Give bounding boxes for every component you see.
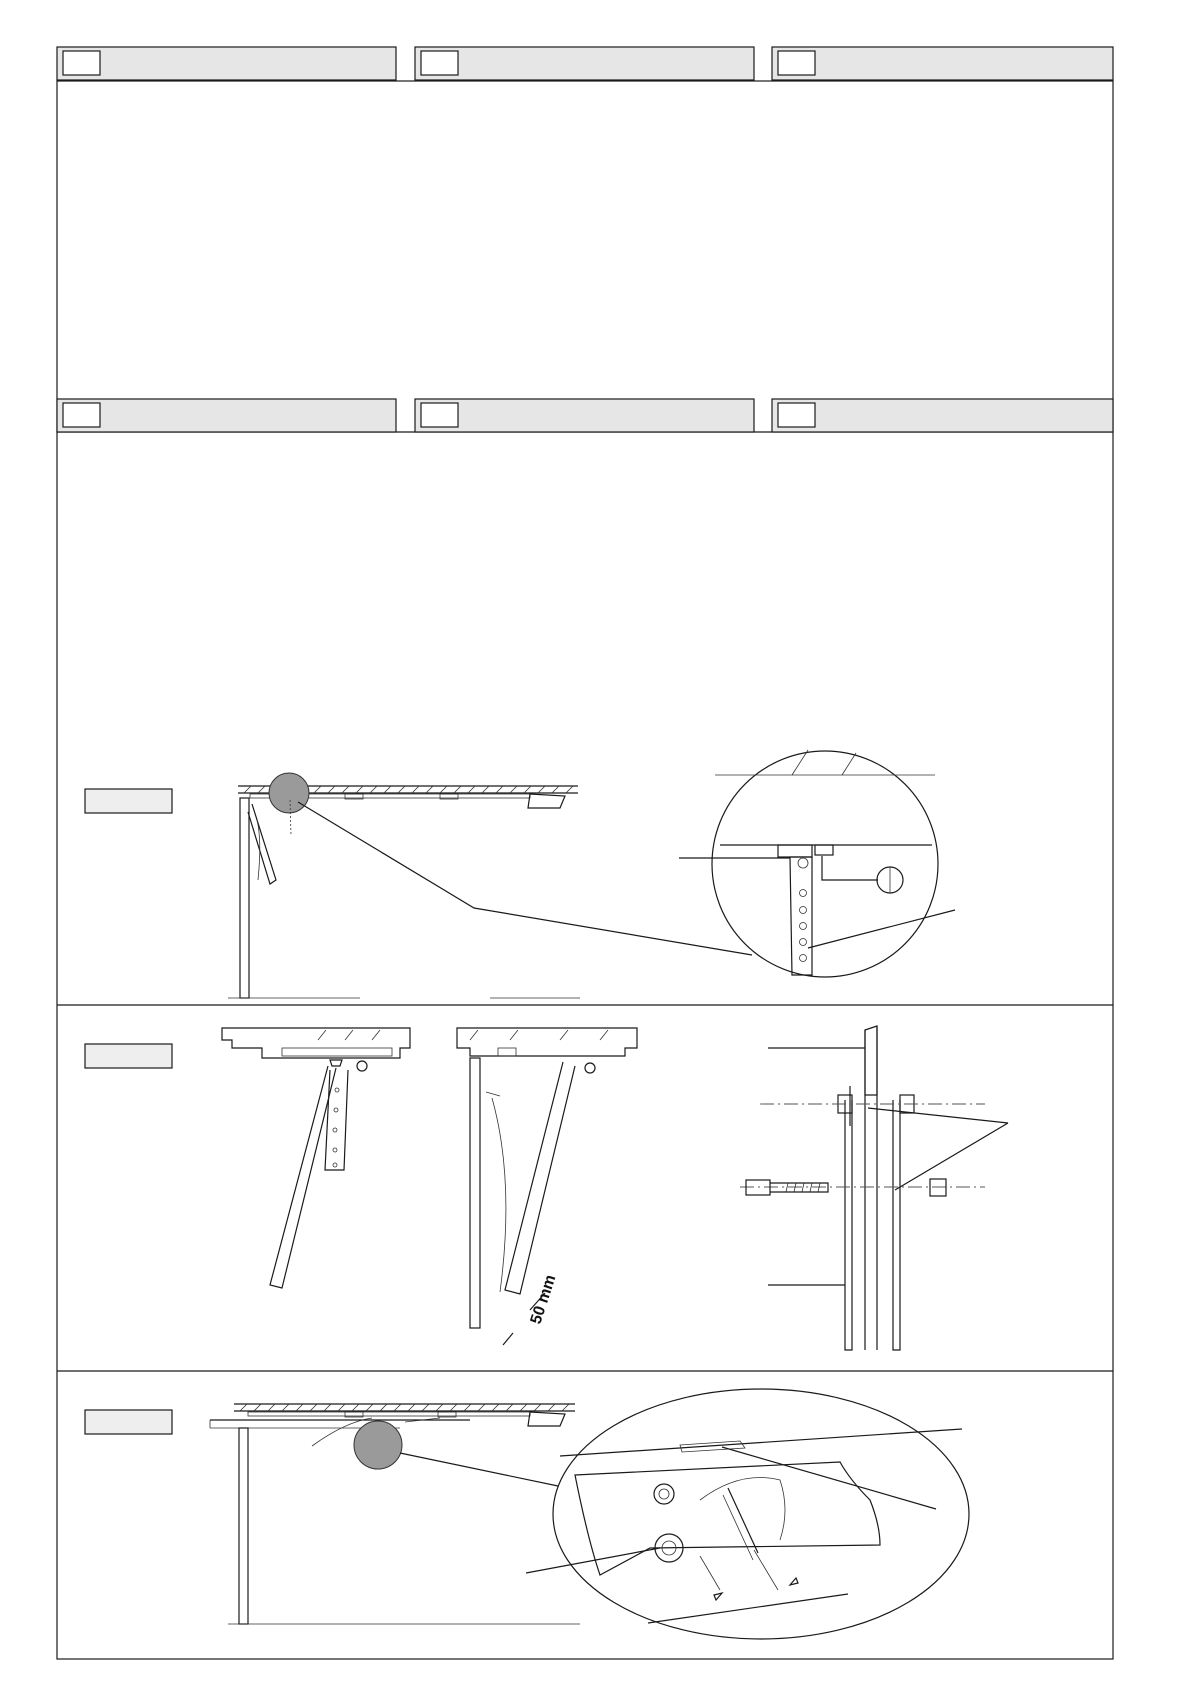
section-number-box [778,403,815,427]
figure-3 [85,1389,969,1639]
section-header-1 [57,47,396,80]
section-header-3 [772,47,1113,80]
figure-2-label-box [85,1044,172,1068]
section-header-2 [415,47,754,80]
detail-ellipse [553,1389,969,1639]
section-number-box [63,403,100,427]
detail-marker [269,773,309,813]
page-frame [57,81,1113,1659]
clearance-dimension: 50 mm [527,1272,560,1327]
figure-2 [85,1026,1008,1350]
figure-1-label-box [85,789,172,813]
figure-3-label-box [85,1410,172,1434]
figure-1 [85,750,955,998]
section-number-box [421,403,458,427]
section-header-6 [772,399,1113,432]
section-number-box [63,51,100,75]
section-header-4 [57,399,396,432]
section-number-box [421,51,458,75]
section-header-5 [415,399,754,432]
section-number-box [778,51,815,75]
detail-marker-2 [354,1421,402,1469]
